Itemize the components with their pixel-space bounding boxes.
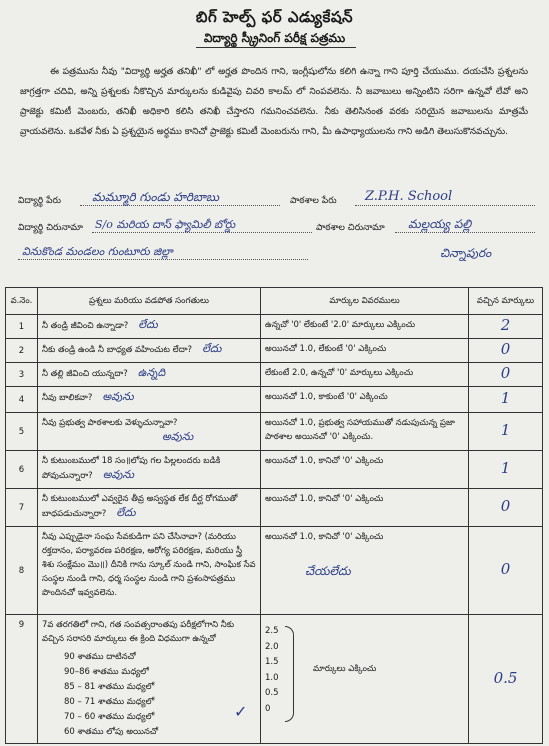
handwritten-score: 0 [500,497,511,515]
school-address-value: మల్లయ్య పల్లి [408,217,472,231]
brace-icon [285,626,294,722]
scale-value: 0 [265,703,271,714]
handwritten-score: 0 [500,560,511,578]
handwritten-score: 1 [500,421,511,439]
handwritten-score: 1 [500,389,511,407]
row-question [38,413,261,451]
row-number: 6 [6,451,38,489]
row-question [38,615,261,744]
row-marks-details: లేకుంటే 2.0, ఉన్నచో '0' మార్కులు ఎక్కించు [261,363,469,387]
table-row [6,527,543,615]
row-question: నీవు ఎప్పుడైనా సంఘ సేవకుడిగా పని చేసినావా? (మరియు రక్తదానం, పర్యావరణ పరిరక్షణ, ఆరోగ్య పరిరక్షణ, మరియు స్త్రీ శిశు సంక్షేమం మొ॥) దీనికి గాను స్కూల్ నుండి గాని, సాంఘిక సేవ సంస్థల నుండి గాని, ధర్మ సంస్థల నుండి గాని ప్రశంసాపత్రము పొందినచో ఇవ్వవలెను. [38,527,261,615]
row-question [38,451,261,489]
table-row [6,387,543,413]
scale-value: 2.5 [265,626,279,636]
question-text: నీ తల్లి జీవించి యున్నదా? [42,369,128,379]
row-marks-details: అయినచో 1.0, ప్రభుత్వ సహాయముతో నడుపుచున్న ప్రజా పాఠశాల అయినచో '0' ఎక్కించు. [261,413,469,451]
screening-table [5,287,543,744]
row-marks-details: అయినచో 1.0, కానిచో '0' ఎక్కించు [261,451,469,489]
scale-value: 0.5 [265,688,279,698]
row-question [38,363,261,387]
row-marks-details [261,615,469,744]
row-marks-details: అయినచో 1.0, కాకుంటే '0' ఎక్కించు [261,387,469,413]
form-title: బిగ్ హెల్ప్ ఫర్ ఎడ్యుకేషన్ [195,8,354,26]
handwritten-score: 1 [500,459,511,477]
school-name-value: Z.P.H. School [365,189,453,204]
row-score [469,489,543,527]
student-name-value: మమ్మూరి గుండు హరిబాబు [92,190,219,204]
address-line-2-value: వినుకొండ మండలం గుంటూరు జిల్లా [22,245,173,258]
student-address-field [18,223,83,235]
handwritten-answer: అవును [162,430,194,443]
row-score [469,339,543,363]
row-number: 4 [6,387,38,413]
handwritten-answer: అవును [102,390,134,403]
student-address-value: S/o మరియ దాస్ ఫ్యామిలీ బోర్డు [95,218,236,231]
band-item: 80 – 71 శాతము మధ్యలో [64,697,155,707]
subtitle-underline [196,47,356,48]
school-address-field [316,223,385,235]
col-header-number: వ.నెం. [6,288,38,315]
marks-scale [265,618,464,733]
student-name-field [18,196,61,208]
form-subtitle: విద్యార్థి స్క్రీనింగ్ పరీక్ష పత్రము [203,31,346,45]
row-score [469,413,543,451]
scale-value: 2.0 [265,641,279,652]
row-number: 9 [6,615,38,744]
table-row [6,615,543,744]
percentage-bands [42,650,256,740]
school-address-label: పాఠశాల చిరునామా [316,223,385,233]
question-text: నీకు తండ్రి ఉండి నీ బాధ్యత వహించుట లేదా? [42,345,193,355]
row-number: 5 [6,413,38,451]
school-name-line [355,205,535,206]
question-text: నీ తండ్రి జీవించి ఉన్నాడా? [42,321,129,331]
row-score [469,451,543,489]
col-header-marks-details: మార్కుల వివరములు [261,288,469,315]
handwritten-answer: చేయలేదు [305,564,351,578]
band-item: 90–86 శాతము మధ్యలో [64,667,149,677]
marks-text: అయినచో 1.0, కానిచో '0' ఎక్కించు [265,532,384,542]
col-header-question: ప్రశ్నలు మరియు వడపోత సంగతులు [38,288,261,315]
row-number: 7 [6,489,38,527]
row-number: 3 [6,363,38,387]
question-text: నీ కుటుంబములో ఎవ్వరైన తీవ్ర అస్వస్థత లేక దీర్ఘ రోగముతో బాధపడుచున్నారా? [42,494,238,519]
scale-value: 1.5 [265,657,279,667]
band-item: 60 శాతము లోపు అయినచో [64,727,159,737]
table-row [6,413,543,451]
row-marks-details: ఉన్నచో '0' లేకుంటే '2.0' మార్కులు ఎక్కించు [261,315,469,339]
question-text: నీవు బాలికవా? [42,393,93,403]
handwritten-answer: లేదు [138,318,158,331]
question-text: నీవు ప్రభుత్వ పాఠశాలకు వెళ్ళుచున్నావా? [42,418,178,428]
handwritten-score: 0 [500,340,511,358]
table-row [6,451,543,489]
row-score [469,315,543,339]
table-header-row [6,288,543,315]
table-row [6,489,543,527]
question-text: నీ కుటుంబములో 18 సం॥లోపు గల పిల్లలందరు బడికి పోవుచున్నారా? [42,456,221,481]
scale-value: 1.0 [265,672,279,683]
school-address-line-2-value: చిన్నాపురం [440,246,492,260]
handwritten-answer: లేదు [116,506,136,519]
instructions-paragraph: ఈ పత్రమును నీవు "విద్యార్థి అర్హత తనిఖీ" లో అర్హత పొందిన గాని, ఇంగ్లీషులోను కలిగి ఉన్నా గాని పూర్తి చేయుము. దయచేసి ప్రశ్నలను జాగ్రత్తగా చదివి, అన్ని ప్రశ్నలకు నీకొచ్చిన మార్కులను కుడివైపు చివరి కాలమ్ లో నింపవలెను. నీ జవాబులు అన్నింటిని సరిగా ఉన్నవో లేవో అని ప్రాజెక్టు కమిటీ మెంబరు, తనిఖీ అధికారి కలిసి తనిఖీ చేస్తారని గమనించవలెను. నీకు తెలిసినంత వరకు సరియైన జవాబులను మాత్రమే వ్రాయవలెను. ఒకవేళ నీకు ఏ ప్రశ్నయైన అర్ధము కానిచో ప్రాజెక్టు కమిటీ మెంబరును గాని, మీ ఉపాధ్యాయులను గాని అడిగి తెలుసుకొనవచ్చును. [20,67,528,137]
row-number: 8 [6,527,38,615]
row-number: 1 [6,315,38,339]
student-name-label: విద్యార్థి పేరు [18,196,61,206]
handwritten-score: 0 [500,364,511,382]
row-marks-details [261,527,469,615]
row-score [469,387,543,413]
band-item: 85 – 81 శాతము మధ్యలో [64,682,155,692]
scale-values [265,624,279,717]
handwritten-answer: అవును [102,468,135,481]
row-score [469,527,543,615]
scale-label: మార్కులు ఎక్కించు [313,664,377,674]
table-row [6,315,543,339]
handwritten-score: 0.5 [493,668,518,687]
table-row [6,363,543,387]
row-question [38,315,261,339]
handwritten-score: 2 [500,316,511,334]
row-marks-details: అయినచో 1.0, కానిచో '0' ఎక్కించు [261,489,469,527]
row-score [469,615,543,744]
band-item: 70 – 60 శాతము మధ్యలో [64,712,155,722]
school-name-field [290,196,337,208]
col-header-score: వచ్చిన మార్కులు [469,288,543,315]
row-question [38,339,261,363]
row-question [38,387,261,413]
row-score [469,363,543,387]
row-marks-details: అయినచో 1.0, లేకుంటే '0' ఎక్కించు [261,339,469,363]
handwritten-answer: ఉన్నది [137,366,166,379]
handwritten-answer: లేదు [202,342,222,355]
table-row [6,339,543,363]
row-number: 2 [6,339,38,363]
student-address-label: విద్యార్థి చిరునామా [18,223,83,233]
school-name-label: పాఠశాల పేరు [290,196,337,206]
question-text: 7వ తరగతిలో గాని, గత సంవత్సరాంతపు పరీక్షలోగాని నీకు వచ్చిన సరాసరి మార్కులు ఈ క్రింది విధముగా ఉన్నచో [42,620,235,644]
checkmark-icon: ✓ [234,702,248,721]
band-item: 90 శాతము దాటినచో [64,652,136,662]
row-question [38,489,261,527]
